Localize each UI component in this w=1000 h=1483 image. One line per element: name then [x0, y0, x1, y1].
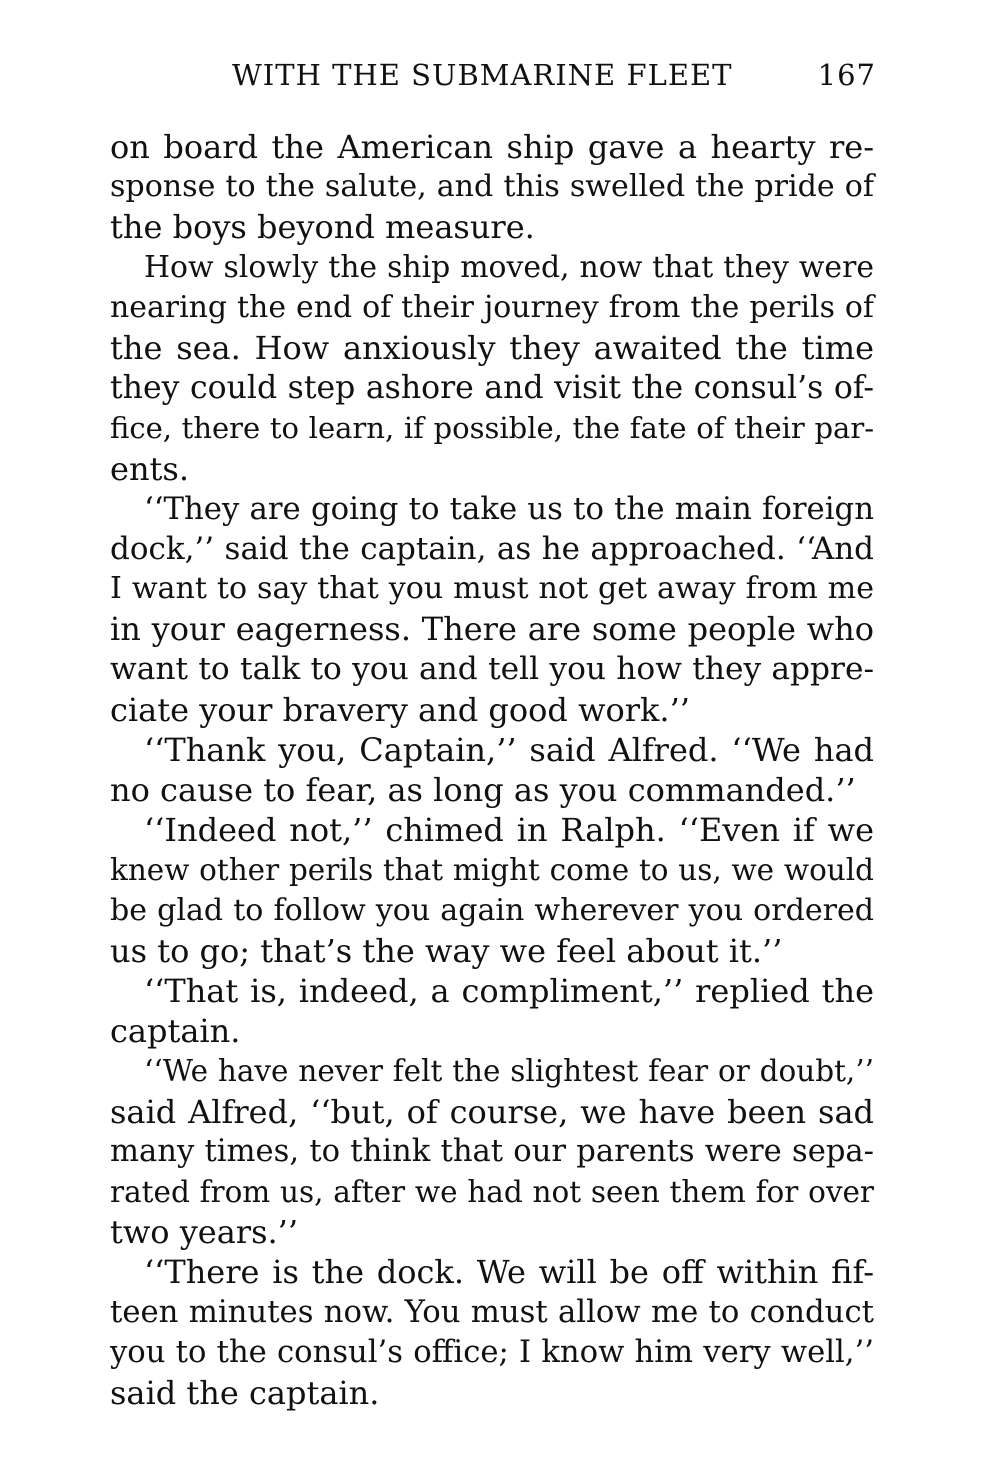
text-line: ‘‘That is, indeed, a compliment,’’ replied the — [144, 971, 874, 1010]
text-line: in your eagerness. There are some people who — [110, 610, 874, 649]
text-line: said the captain. — [110, 1373, 380, 1412]
text-line: want to talk to you and tell you how they appre- — [110, 651, 874, 688]
text-line: knew other perils that might come to us, we would — [110, 853, 874, 888]
text-line: ciate your bravery and good work.’’ — [110, 690, 690, 729]
text-line: said Alfred, ‘‘but, of course, we have been sad — [110, 1092, 874, 1131]
text-line: no cause to fear, as long as you commanded.’’ — [110, 771, 856, 809]
text-line: us to go; that’s the way we feel about it.’’ — [110, 931, 783, 970]
text-line: many times, to think that our parents were sepa- — [110, 1133, 874, 1169]
text-line: sponse to the salute, and this swelled the pride of — [110, 169, 874, 205]
text-line: be glad to follow you again wherever you ordered — [110, 892, 874, 928]
text-line: captain. — [110, 1012, 241, 1051]
page-number: 167 — [817, 58, 876, 92]
text-line: fice, there to learn, if possible, the fate of their par- — [110, 411, 874, 446]
text-line: ‘‘Thank you, Captain,’’ said Alfred. ‘‘We had — [144, 730, 874, 769]
text-line: on board the American ship gave a hearty re- — [110, 128, 874, 166]
text-line: dock,’’ said the captain, as he approached. ‘‘And — [110, 530, 874, 567]
text-line: teen minutes now. You must allow me to conduct — [110, 1294, 874, 1331]
text-line: ‘‘There is the dock. We will be off within fif- — [144, 1253, 874, 1292]
text-line: nearing the end of their journey from the perils of — [110, 289, 874, 325]
body-text — [110, 127, 874, 1413]
text-line: ‘‘Indeed not,’’ chimed in Ralph. ‘‘Even if we — [144, 811, 874, 850]
text-line: ents. — [110, 449, 189, 488]
text-line: you to the consul’s office; I know him very well,’’ — [110, 1334, 874, 1370]
text-line: How slowly the ship moved, now that they were — [144, 249, 874, 285]
running-title: WITH THE SUBMARINE FLEET — [232, 58, 733, 92]
text-line: ‘‘They are going to take us to the main foreign — [144, 490, 874, 527]
text-line: two years.’’ — [110, 1213, 299, 1252]
text-line: the boys beyond measure. — [110, 208, 535, 247]
text-line: I want to say that you must not get away from me — [110, 571, 874, 607]
text-line: ‘‘We have never felt the slightest fear or doubt,’’ — [144, 1054, 874, 1089]
text-line: they could step ashore and visit the consul’s of- — [110, 370, 874, 407]
text-line: rated from us, after we had not seen them for over — [110, 1174, 874, 1209]
running-header — [110, 58, 876, 98]
text-line: the sea. How anxiously they awaited the time — [110, 328, 874, 367]
